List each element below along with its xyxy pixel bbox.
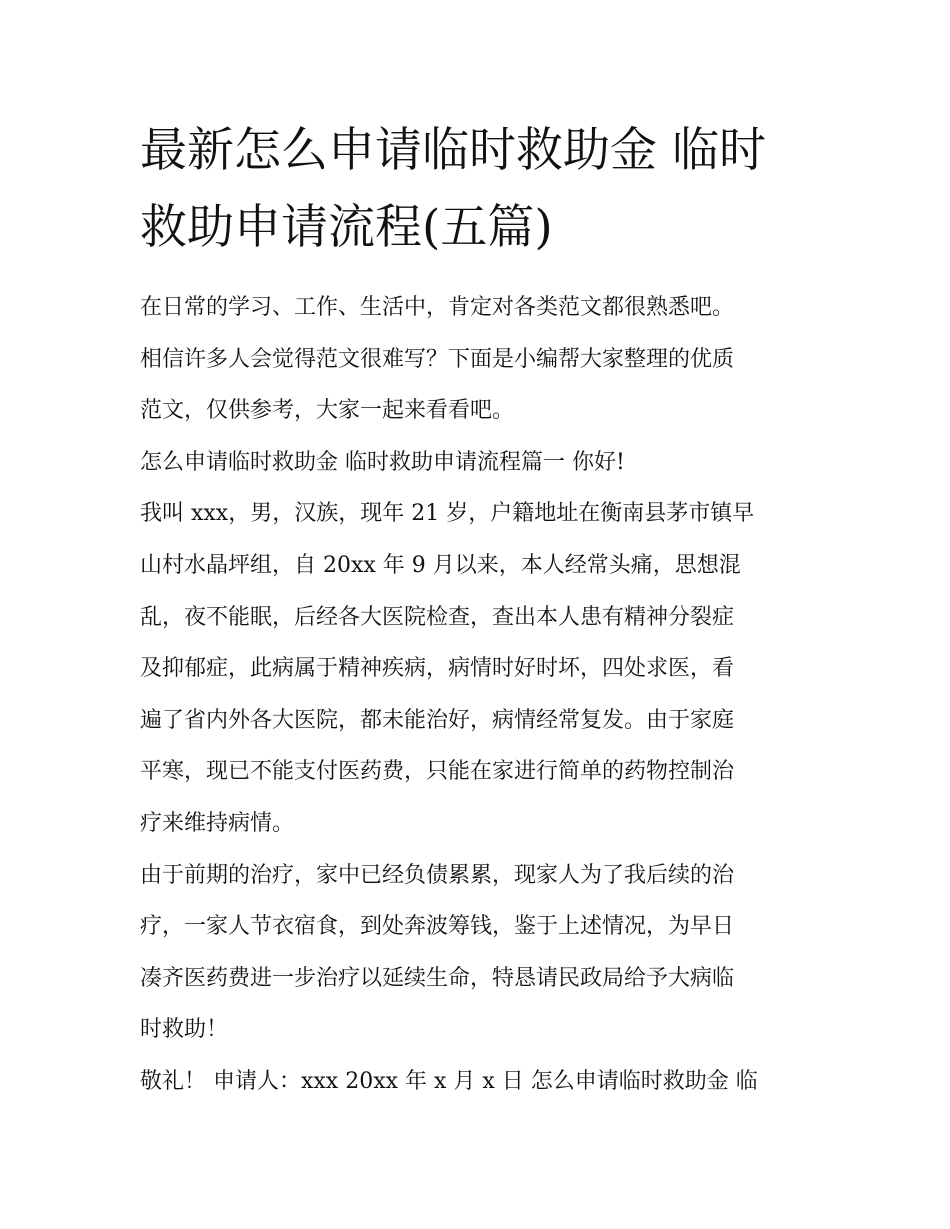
intro-paragraph <box>140 282 820 437</box>
text-line: 时救助！ <box>140 1017 229 1043</box>
title-line: 最新怎么申请临时救助金 临时 <box>140 123 766 178</box>
document-page <box>140 112 820 1108</box>
text-line: 我叫 xxx，男，汉族，现年 21 岁，户籍地址在衡南县茅市镇早 <box>140 501 755 527</box>
text-line: 平寒，现已不能支付医药费，只能在家进行简单的药物控制治 <box>140 759 735 785</box>
text-line: 遍了省内外各大医院，都未能治好，病情经常复发。由于家庭 <box>140 707 735 733</box>
text-line: 疗来维持病情。 <box>140 810 295 836</box>
title-line: 救助申请流程(五篇) <box>140 200 553 255</box>
text-line: 凑齐医药费进一步治疗以延续生命，特恳请民政局给予大病临 <box>140 965 735 991</box>
text-line: 范文，仅供参考，大家一起来看看吧。 <box>140 398 515 424</box>
section-heading <box>140 437 820 489</box>
applicant-situation-paragraph <box>140 488 820 849</box>
text-line: 敬礼！ 申请人：xxx 20xx 年 x 月 x 日 怎么申请临时救助金 临 <box>140 1068 758 1094</box>
request-paragraph <box>140 850 820 1056</box>
text-line: 相信许多人会觉得范文很难写？下面是小编帮大家整理的优质 <box>140 346 735 372</box>
document-title <box>140 112 820 266</box>
text-line: 由于前期的治疗，家中已经负债累累，现家人为了我后续的治 <box>140 862 735 888</box>
text-line: 在日常的学习、工作、生活中，肯定对各类范文都很熟悉吧。 <box>140 295 735 320</box>
text-line: 疗，一家人节衣宿食，到处奔波筹钱，鉴于上述情况，为早日 <box>140 914 735 940</box>
text-line: 及抑郁症，此病属于精神疾病，病情时好时坏，四处求医，看 <box>140 656 735 682</box>
text-line: 乱，夜不能眠，后经各大医院检查，查出本人患有精神分裂症 <box>140 604 735 630</box>
text-line: 怎么申请临时救助金 临时救助申请流程篇一 你好! <box>140 449 625 475</box>
closing-paragraph <box>140 1056 820 1108</box>
text-line: 山村水晶坪组，自 20xx 年 9 月以来，本人经常头痛，思想混 <box>140 552 741 578</box>
